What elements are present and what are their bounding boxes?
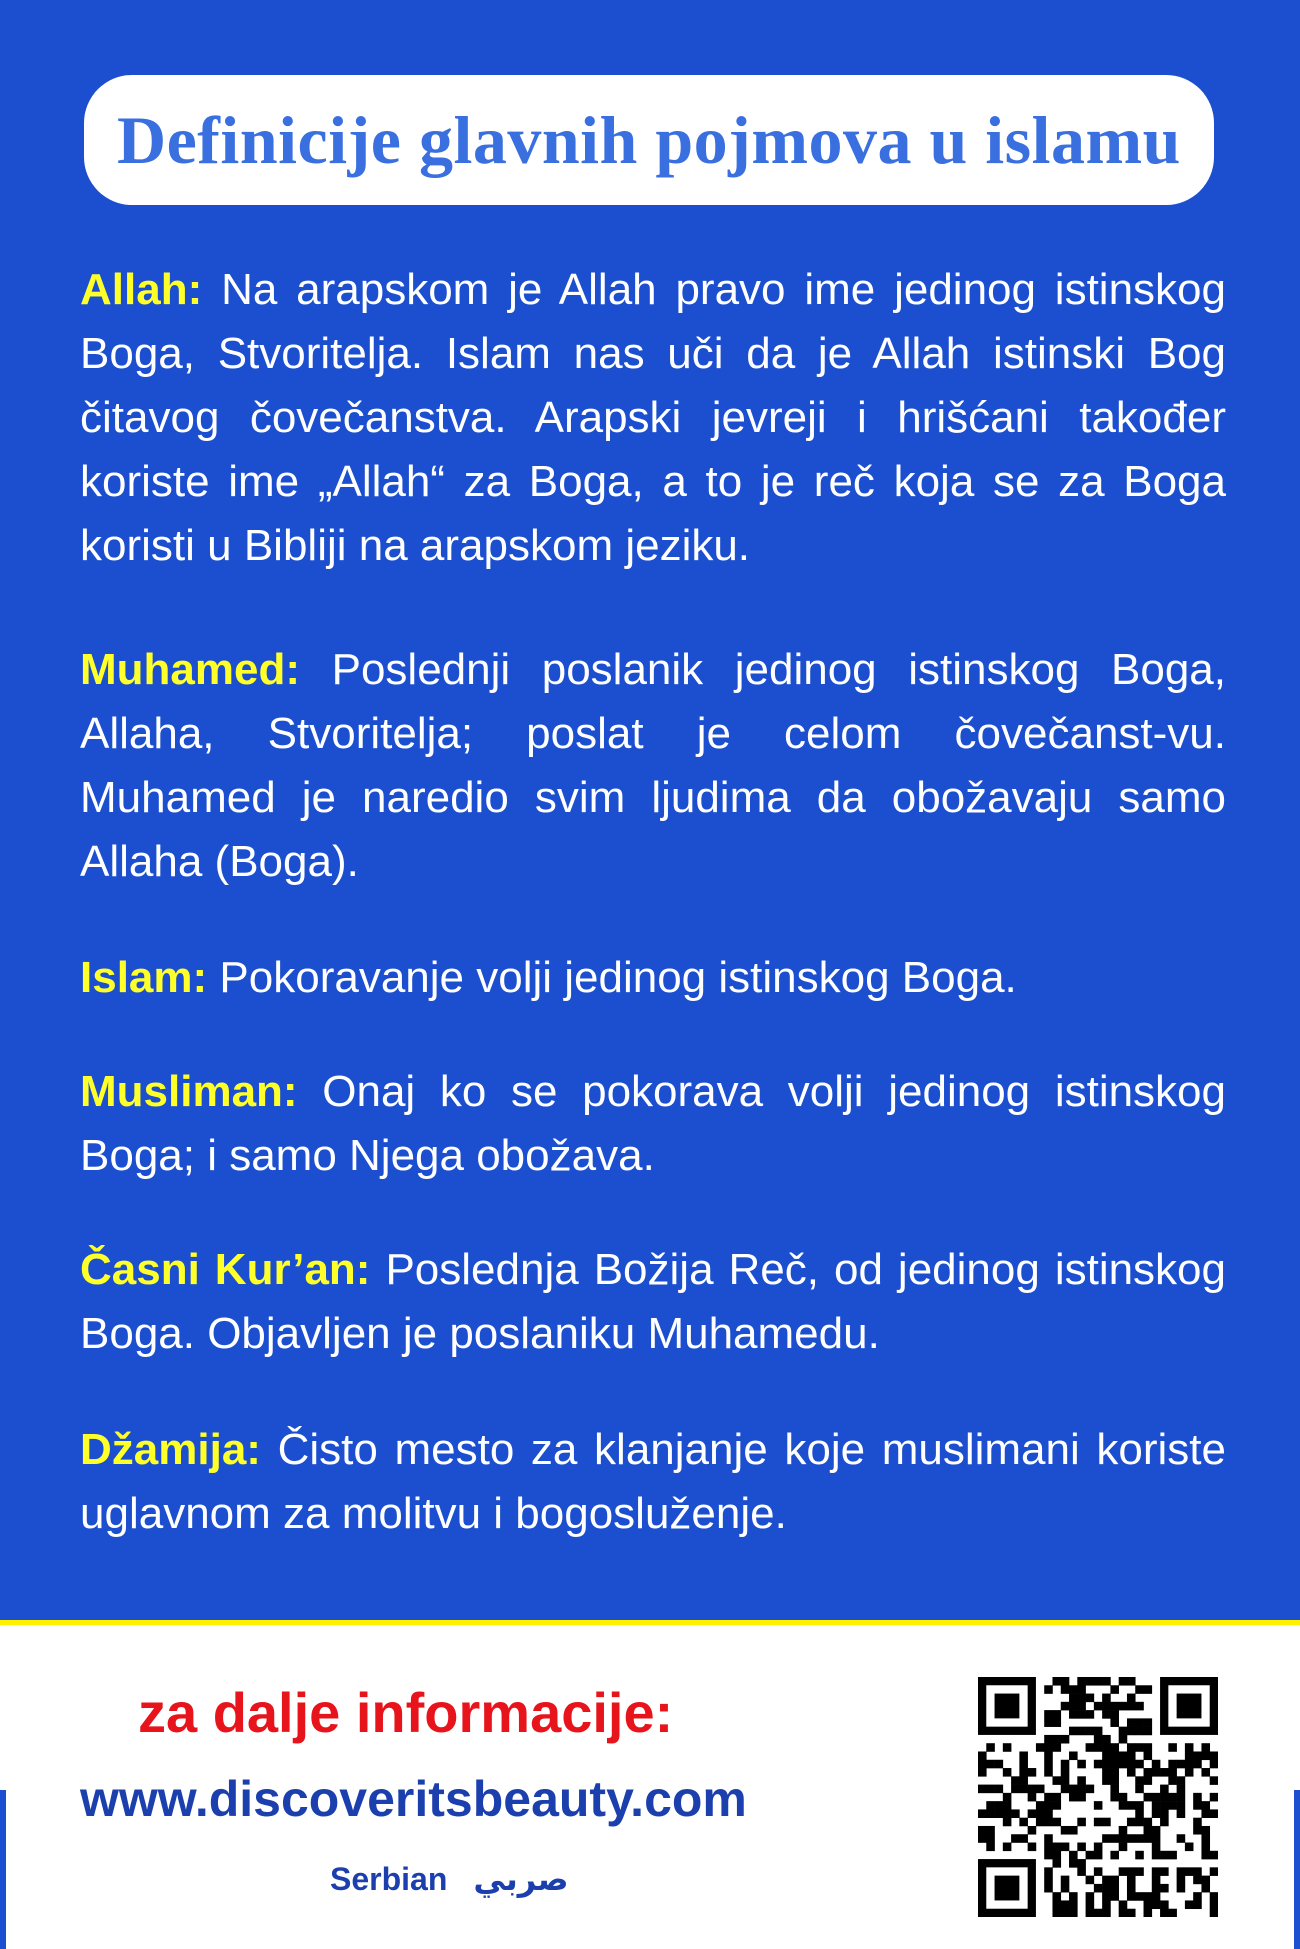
definition-muhamed [80, 638, 1226, 894]
definitions-list [80, 258, 1226, 1546]
definition-term: Časni Kur’an: [80, 1245, 371, 1294]
footer-panel [0, 1620, 1300, 1949]
qr-code-icon[interactable] [978, 1677, 1218, 1917]
more-info-heading: za dalje informacije: [138, 1681, 674, 1744]
qr-code-graphic [978, 1677, 1218, 1917]
definition-kuran [80, 1238, 1226, 1366]
definition-musliman [80, 1060, 1226, 1188]
language-label [330, 1860, 569, 1898]
footer-edge-right [1294, 1790, 1300, 1949]
title-banner [84, 75, 1214, 205]
website-link[interactable]: www.discoveritsbeauty.com [80, 1771, 747, 1827]
definition-text: Onaj ko se pokorava volji jedinog istinskog Boga; i samo Njega obožava. [80, 1067, 1226, 1180]
definition-term: Muhamed: [80, 645, 300, 694]
definition-text: Na arapskom je Allah pravo ime jedinog istinskog Boga, Stvoritelja. Islam nas uči da je Allah istinski Bog čitavog čovečanstva. Arapski jevreji i hrišćani također koriste ime „Allah“ za Boga, a to je reč koja se za Boga koristi u Bibliji na arapskom jeziku. [80, 265, 1226, 570]
language-name-arabic: صربي [473, 1860, 569, 1898]
definition-term: Musliman: [80, 1067, 298, 1116]
definition-allah [80, 258, 1226, 578]
language-name: Serbian [330, 1861, 448, 1897]
definition-text: Poslednja Božija Reč, od jedinog istinskog Boga. Objavljen je poslaniku Muhamedu. [80, 1245, 1226, 1358]
definition-dzamija [80, 1418, 1226, 1546]
definition-term: Allah: [80, 265, 203, 314]
definition-term: Islam: [80, 953, 208, 1002]
definition-islam [80, 946, 1226, 1010]
definition-text: Poslednji poslanik jedinog istinskog Boga, Allaha, Stvoritelja; poslat je celom čovečanst-vu. Muhamed je naredio svim ljudima da obožavaju samo Allaha (Boga). [80, 645, 1226, 886]
page-title: Definicije glavnih pojmova u islamu [117, 101, 1181, 178]
definition-text: Pokoravanje volji jedinog istinskog Boga. [219, 953, 1017, 1002]
footer-edge-left [0, 1790, 6, 1949]
definition-text: Čisto mesto za klanjanje koje muslimani koriste uglavnom za molitvu i bogosluženje. [80, 1425, 1226, 1538]
definition-term: Džamija: [80, 1425, 261, 1474]
